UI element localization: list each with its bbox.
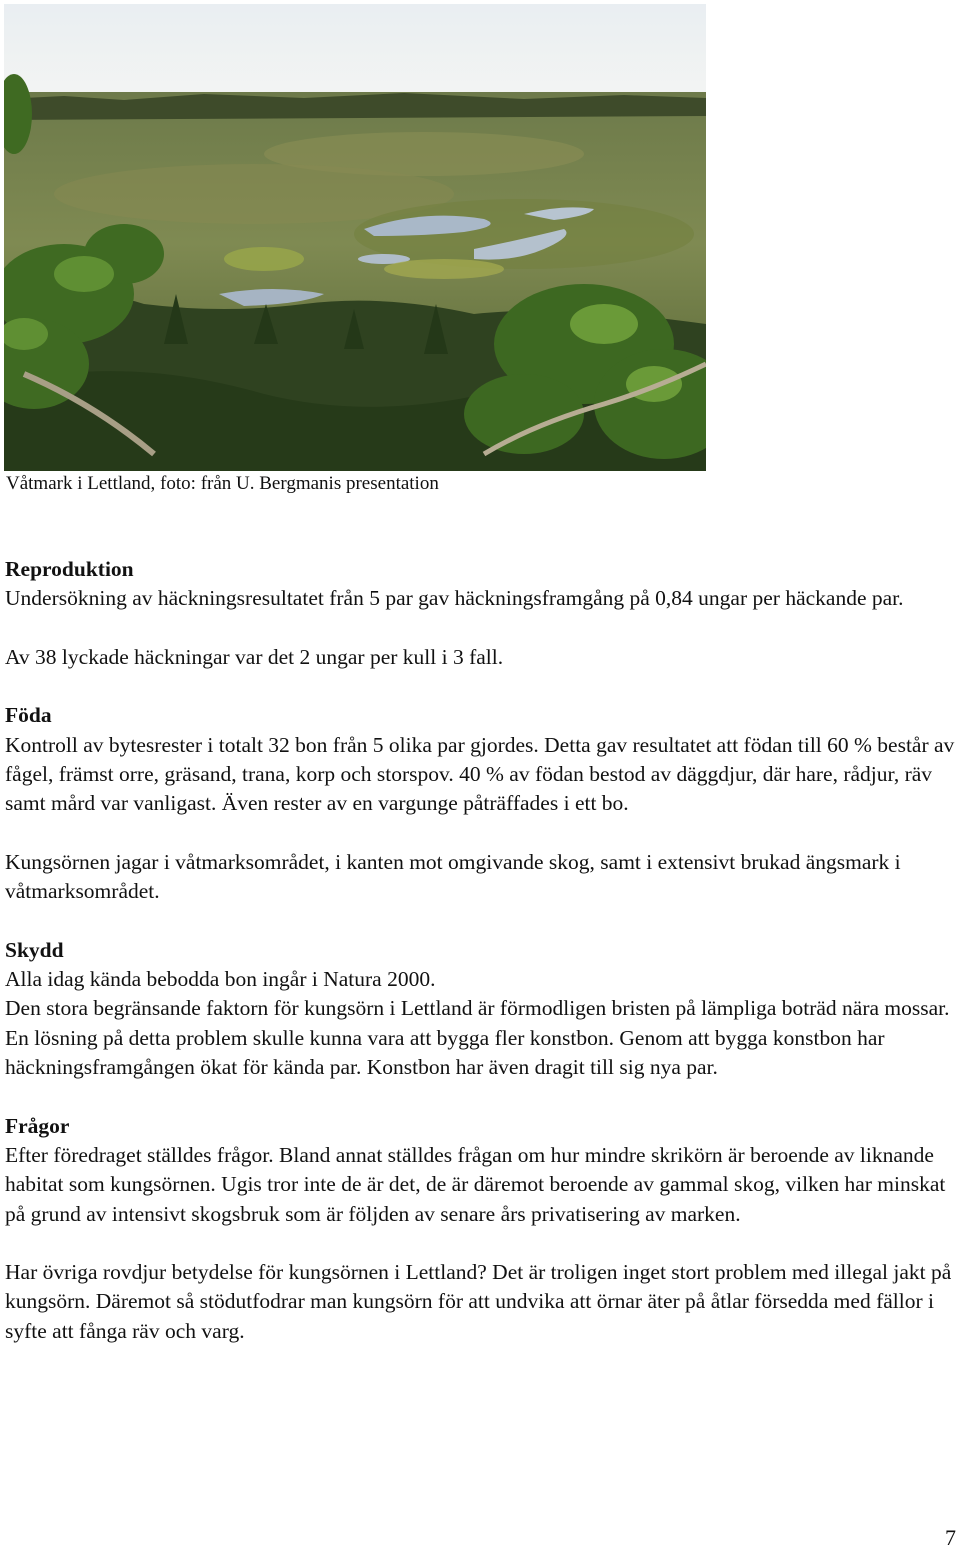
paragraph-skydd-2: Den stora begränsande faktorn för kungsörn i Lettland är förmodligen bristen på lämpliga boträd nära mossar. En lösning på detta problem skulle kunna vara att bygga fler konstbon. Genom att bygga konstbon har häckningsframgången ökat för kända par. Konstbon har även dragit till sig nya par. bbox=[5, 996, 950, 1080]
paragraph-foda-2: Kungsörnen jagar i våtmarksområdet, i kanten mot omgivande skog, samt i extensivt brukad ängsmark i våtmarksområdet. bbox=[5, 849, 901, 904]
paragraph-skydd-1: Alla idag kända bebodda bon ingår i Natura 2000. bbox=[5, 967, 436, 992]
paragraph-fragor-2: Har övriga rovdjur betydelse för kungsörnen i Lettland? Det är troligen inget stort problem med illegal jakt på kungsörn. Däremot så stödutfodrar man kungsörn för att undvika att örnar äter på åtlar försedda med fällor i syfte att fånga räv och varg. bbox=[5, 1260, 952, 1343]
photo-caption: Våtmark i Lettland, foto: från U. Bergmanis presentation bbox=[6, 473, 439, 494]
wetland-landscape-image bbox=[4, 4, 706, 471]
paragraph-foda-1: Kontroll av bytesrester i totalt 32 bon från 5 olika par gjordes. Detta gav resultatet att födan till 60 % består av fågel, främst orre, gräsand, trana, korp och storspov. 40 % av födan bestod av däggdjur, där hare, rådjur, räv samt mård var vanligast. Även rester av en vargunge påträffades i ett bo. bbox=[5, 732, 955, 816]
paragraph-reproduktion-1: Undersökning av häckningsresultatet från 5 par gav häckningsframgång på 0,84 ungar per häckande par. bbox=[5, 586, 904, 611]
wetland-photo bbox=[4, 4, 706, 471]
paragraph-fragor-1: Efter föredraget ställdes frågor. Bland annat ställdes frågan om hur mindre skrikörn är beroende av liknande habitat som kungsörnen. Ugis tror inte de är det, de är däremot beroende av gammal skog, vilken har minskat på grund av intensivt skogsbruk som är följden av senare års privatisering av marken. bbox=[5, 1142, 946, 1226]
page-number: 7 bbox=[945, 1525, 956, 1550]
heading-skydd: Skydd bbox=[5, 937, 64, 962]
heading-foda: Föda bbox=[5, 703, 52, 728]
heading-fragor: Frågor bbox=[5, 1113, 70, 1138]
heading-reproduktion: Reproduktion bbox=[5, 557, 134, 581]
paragraph-reproduktion-2: Av 38 lyckade häckningar var det 2 ungar per kull i 3 fall. bbox=[5, 644, 504, 669]
document-body bbox=[5, 555, 955, 1346]
